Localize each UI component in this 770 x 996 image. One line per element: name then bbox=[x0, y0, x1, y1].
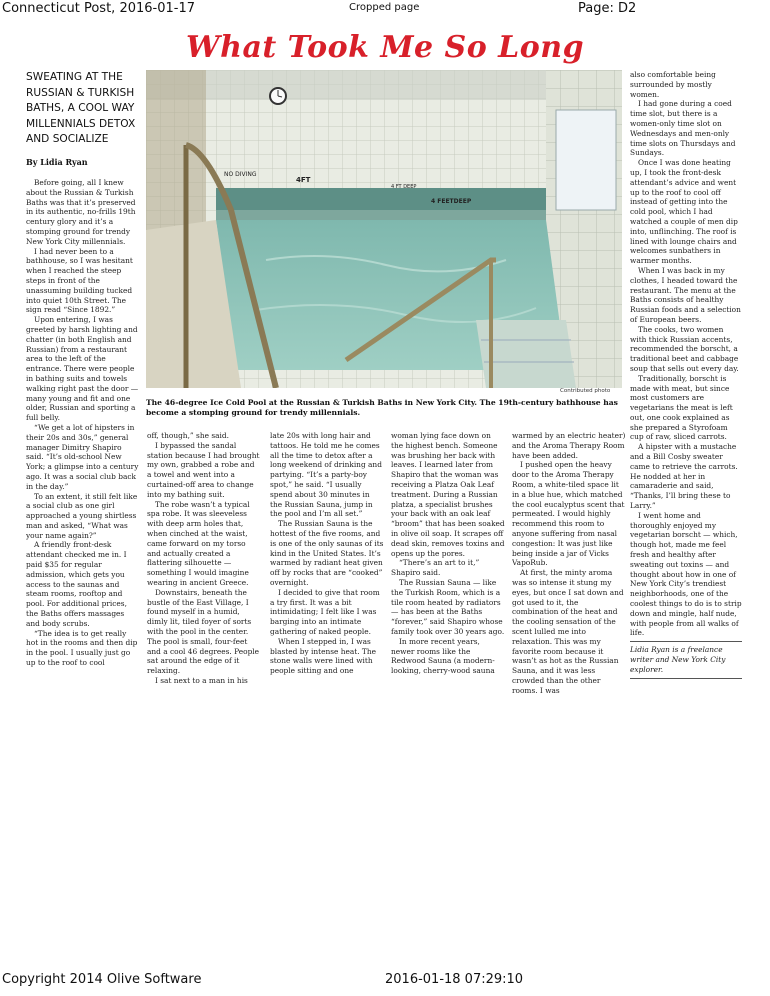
article-column-1 bbox=[26, 178, 140, 703]
pool-sign-4ft: 4FT bbox=[296, 176, 311, 184]
paragraph: Traditionally, borscht is made with meat, but since most customers are vegetarians the meat is left out, one cook explained as she prepared a Styrofoam cup of raw, sliced carrots. bbox=[630, 373, 733, 442]
article-column-3 bbox=[270, 431, 384, 703]
header-cropped-label: Cropped page bbox=[349, 2, 420, 13]
paragraph: late 20s with long hair and tattoos. He told me he comes all the time to detox after a long weekend of drinking and partying. “It’s a party-boy spot,” he said. “I usually spend about 30 minutes in the Russian Sauna, jump in the pool and I’m all set.” bbox=[270, 431, 382, 519]
paragraph: I sat next to a man in his bbox=[155, 675, 248, 685]
paragraph: A friendly front-desk attendant checked me in. I paid $35 for regular admission, which gets you access to the saunas and steam rooms, rooftop and pool. For additional prices, the Baths offers massages and body scrubs. bbox=[26, 540, 127, 628]
footer-timestamp: 2016-01-18 07:29:10 bbox=[385, 972, 524, 987]
paragraph: The robe wasn’t a typical spa robe. It was sleeveless with deep arm holes that, when cinched at the waist, came forward on my torso and actually created a flattering silhouette — something I would imagine wearing in ancient Greece. bbox=[147, 499, 250, 587]
pool-sign-no-diving: NO DIVING bbox=[224, 171, 257, 178]
article-byline: By Lidia Ryan bbox=[26, 157, 88, 167]
author-bio: Lidia Ryan is a freelance writer and New York City explorer. bbox=[630, 645, 726, 674]
paragraph: I bypassed the sandal station because I had brought my own, grabbed a robe and a towel and went into a curtained-off area to change into my bathing suit. bbox=[147, 440, 260, 499]
paragraph: also comfortable being surrounded by mostly women. bbox=[630, 70, 716, 99]
paragraph: Once I was done heating up, I took the front-desk attendant’s advice and went up to the roof to cool off instead of getting into the cold pool, which I had watched a couple of men dip into, unflinching. The roof is lined with lounge chairs and welcomes sunbathers in warmer months. bbox=[630, 158, 738, 266]
paragraph: I went home and thoroughly enjoyed my vegetarian borscht — which, though hot, made me feel fresh and healthy after sweating out toxins — and thought about how in one of New York City’s trendiest neighborhoods, one of the coolest things to do is to strip down and mingle, half nude, with people from all walks of life. bbox=[630, 510, 742, 638]
pool-photo-illustration bbox=[146, 70, 622, 388]
article-column-6 bbox=[630, 70, 742, 720]
paragraph: I decided to give that room a try first. It was a bit intimidating; I felt like I was barging into an intimate gathering of naked people. bbox=[270, 587, 380, 636]
paragraph: At first, the minty aroma was so intense it stung my eyes, but once I sat down and got used to it, the combination of the heat and the cooling sensation of the scent lulled me into relaxation. This was my favorite room because it wasn’t as hot as the Russian Sauna, and it was less crowded than the other rooms. I was bbox=[512, 568, 624, 695]
paragraph: warmed by an electric heater) and the Aroma Therapy Room have been added. bbox=[512, 431, 626, 460]
paragraph: I had gone during a coed time slot, but there is a women-only time slot on Wednesdays and men-only time slots on Thursdays and Sundays. bbox=[630, 99, 736, 158]
paragraph: I had never been to a bathhouse, so I was hesitant when I reached the steep steps in front of the unassuming building tucked into quiet 10th Street. The sign read “Since 1892.” bbox=[26, 246, 133, 315]
pool-sign-4-feet-deep: 4 FEETDEEP bbox=[431, 198, 472, 205]
paragraph: The Russian Sauna — like the Turkish Room, which is a tile room heated by radiators — has been at the Baths “forever,” said Shapiro whose family took over 30 years ago. bbox=[391, 577, 505, 636]
bio-divider bbox=[630, 641, 742, 642]
article-column-5 bbox=[512, 431, 626, 703]
paragraph: To an extent, it still felt like a social club as one girl approached a young shirtless man and asked, “What was your name again?” bbox=[26, 491, 138, 540]
photo-credit: Contributed photo bbox=[560, 388, 611, 394]
pool-sign-4ft-deep: 4 FT DEEP bbox=[391, 184, 417, 190]
header-page-number: Page: D2 bbox=[578, 1, 637, 16]
paragraph: “There’s an art to it,” Shapiro said. bbox=[391, 558, 480, 578]
header-source: Connecticut Post, 2016-01-17 bbox=[2, 1, 195, 16]
paragraph: When I was back in my clothes, I headed toward the restaurant. The menu at the Baths consists of healthy Russian foods and a selection of European beers. bbox=[630, 265, 741, 324]
paragraph: woman lying face down on the highest bench. Someone was brushing her back with leaves. I learned later from Shapiro that the woman was receiving a Platza Oak Leaf treatment. During a Russian platza, a specialist brushes your back with an oak leaf “broom” that has been soaked in olive oil soap. It scrapes off dead skin, removes toxins and opens up the pores. bbox=[391, 431, 505, 558]
article-headline: What Took Me So Long bbox=[185, 30, 585, 65]
paragraph: Downstairs, beneath the bustle of the East Village, I found myself in a humid, dimly lit, tiled foyer of sorts with the pool in the center. The pool is small, four-feet and a cool 46 degrees. People sat around the edge of it relaxing. bbox=[147, 587, 260, 676]
paragraph: When I stepped in, I was blasted by intense heat. The stone walls were lined with people sitting and one bbox=[270, 636, 376, 676]
article-column-2 bbox=[147, 431, 261, 703]
paragraph: The cooks, two women with thick Russian accents, recommended the borscht, a traditional beet and cabbage soup that sells out every day. bbox=[630, 324, 739, 373]
paragraph: off, though,” she said. bbox=[147, 431, 229, 440]
pool-photo bbox=[146, 70, 622, 388]
paragraph: Before going, all I knew about the Russian & Turkish Baths was that it’s preserved in its authentic, no-frills 19th century glory and it’s a stomping ground for trendy New York City millennials. bbox=[26, 178, 136, 246]
paragraph: “We get a lot of hipsters in their 20s and 30s,” general manager Dimitry Shapiro said. “It’s old-school New York; a glimpse into a century ago. It was a social club back in the day.” bbox=[26, 422, 139, 491]
paragraph: The Russian Sauna is the hottest of the five rooms, and is one of the only saunas of its kind in the United States. It’s warmed by radiant heat given off by rocks that are “cooked” overnight. bbox=[270, 519, 384, 587]
article-deck: SWEATING AT THE RUSSIAN & TURKISH BATHS, A COOL WAY MILLENNIALS DETOX AND SOCIALIZE bbox=[26, 71, 136, 145]
end-divider bbox=[630, 678, 742, 679]
paragraph: I pushed open the heavy door to the Aroma Therapy Room, a white-tiled space lit in a blue hue, which matched the cool eucalyptus scent that permeated. I would highly recommend this room to anyone suffering from nasal congestion: It was just like being inside a jar of Vicks VapoRub. bbox=[512, 460, 625, 568]
article-column-4 bbox=[391, 431, 505, 703]
paragraph: “The idea is to get really hot in the rooms and then dip in the pool. I usually just go up to the roof to cool bbox=[26, 628, 138, 668]
footer-copyright: Copyright 2014 Olive Software bbox=[2, 972, 202, 987]
paragraph: In more recent years, newer rooms like the Redwood Sauna (a modern-looking, cherry-wood sauna bbox=[391, 636, 495, 676]
paragraph: A hipster with a mustache and a Bill Cosby sweater came to retrieve the carrots. He nodded at her in camaraderie and said, “Thanks, I’ll bring these to Larry.” bbox=[630, 442, 738, 511]
photo-caption: The 46-degree Ice Cold Pool at the Russian & Turkish Baths in New York City. The 19th-century bathhouse has become a stomping ground for trendy millennials. bbox=[146, 398, 618, 417]
paragraph: Upon entering, I was greeted by harsh lighting and chatter (in both English and Russian) from a restaurant area to the left of the entrance. There were people in bathing suits and towels walking right past the door — many young and fit and one older, Russian and sporting a full belly. bbox=[26, 315, 139, 423]
